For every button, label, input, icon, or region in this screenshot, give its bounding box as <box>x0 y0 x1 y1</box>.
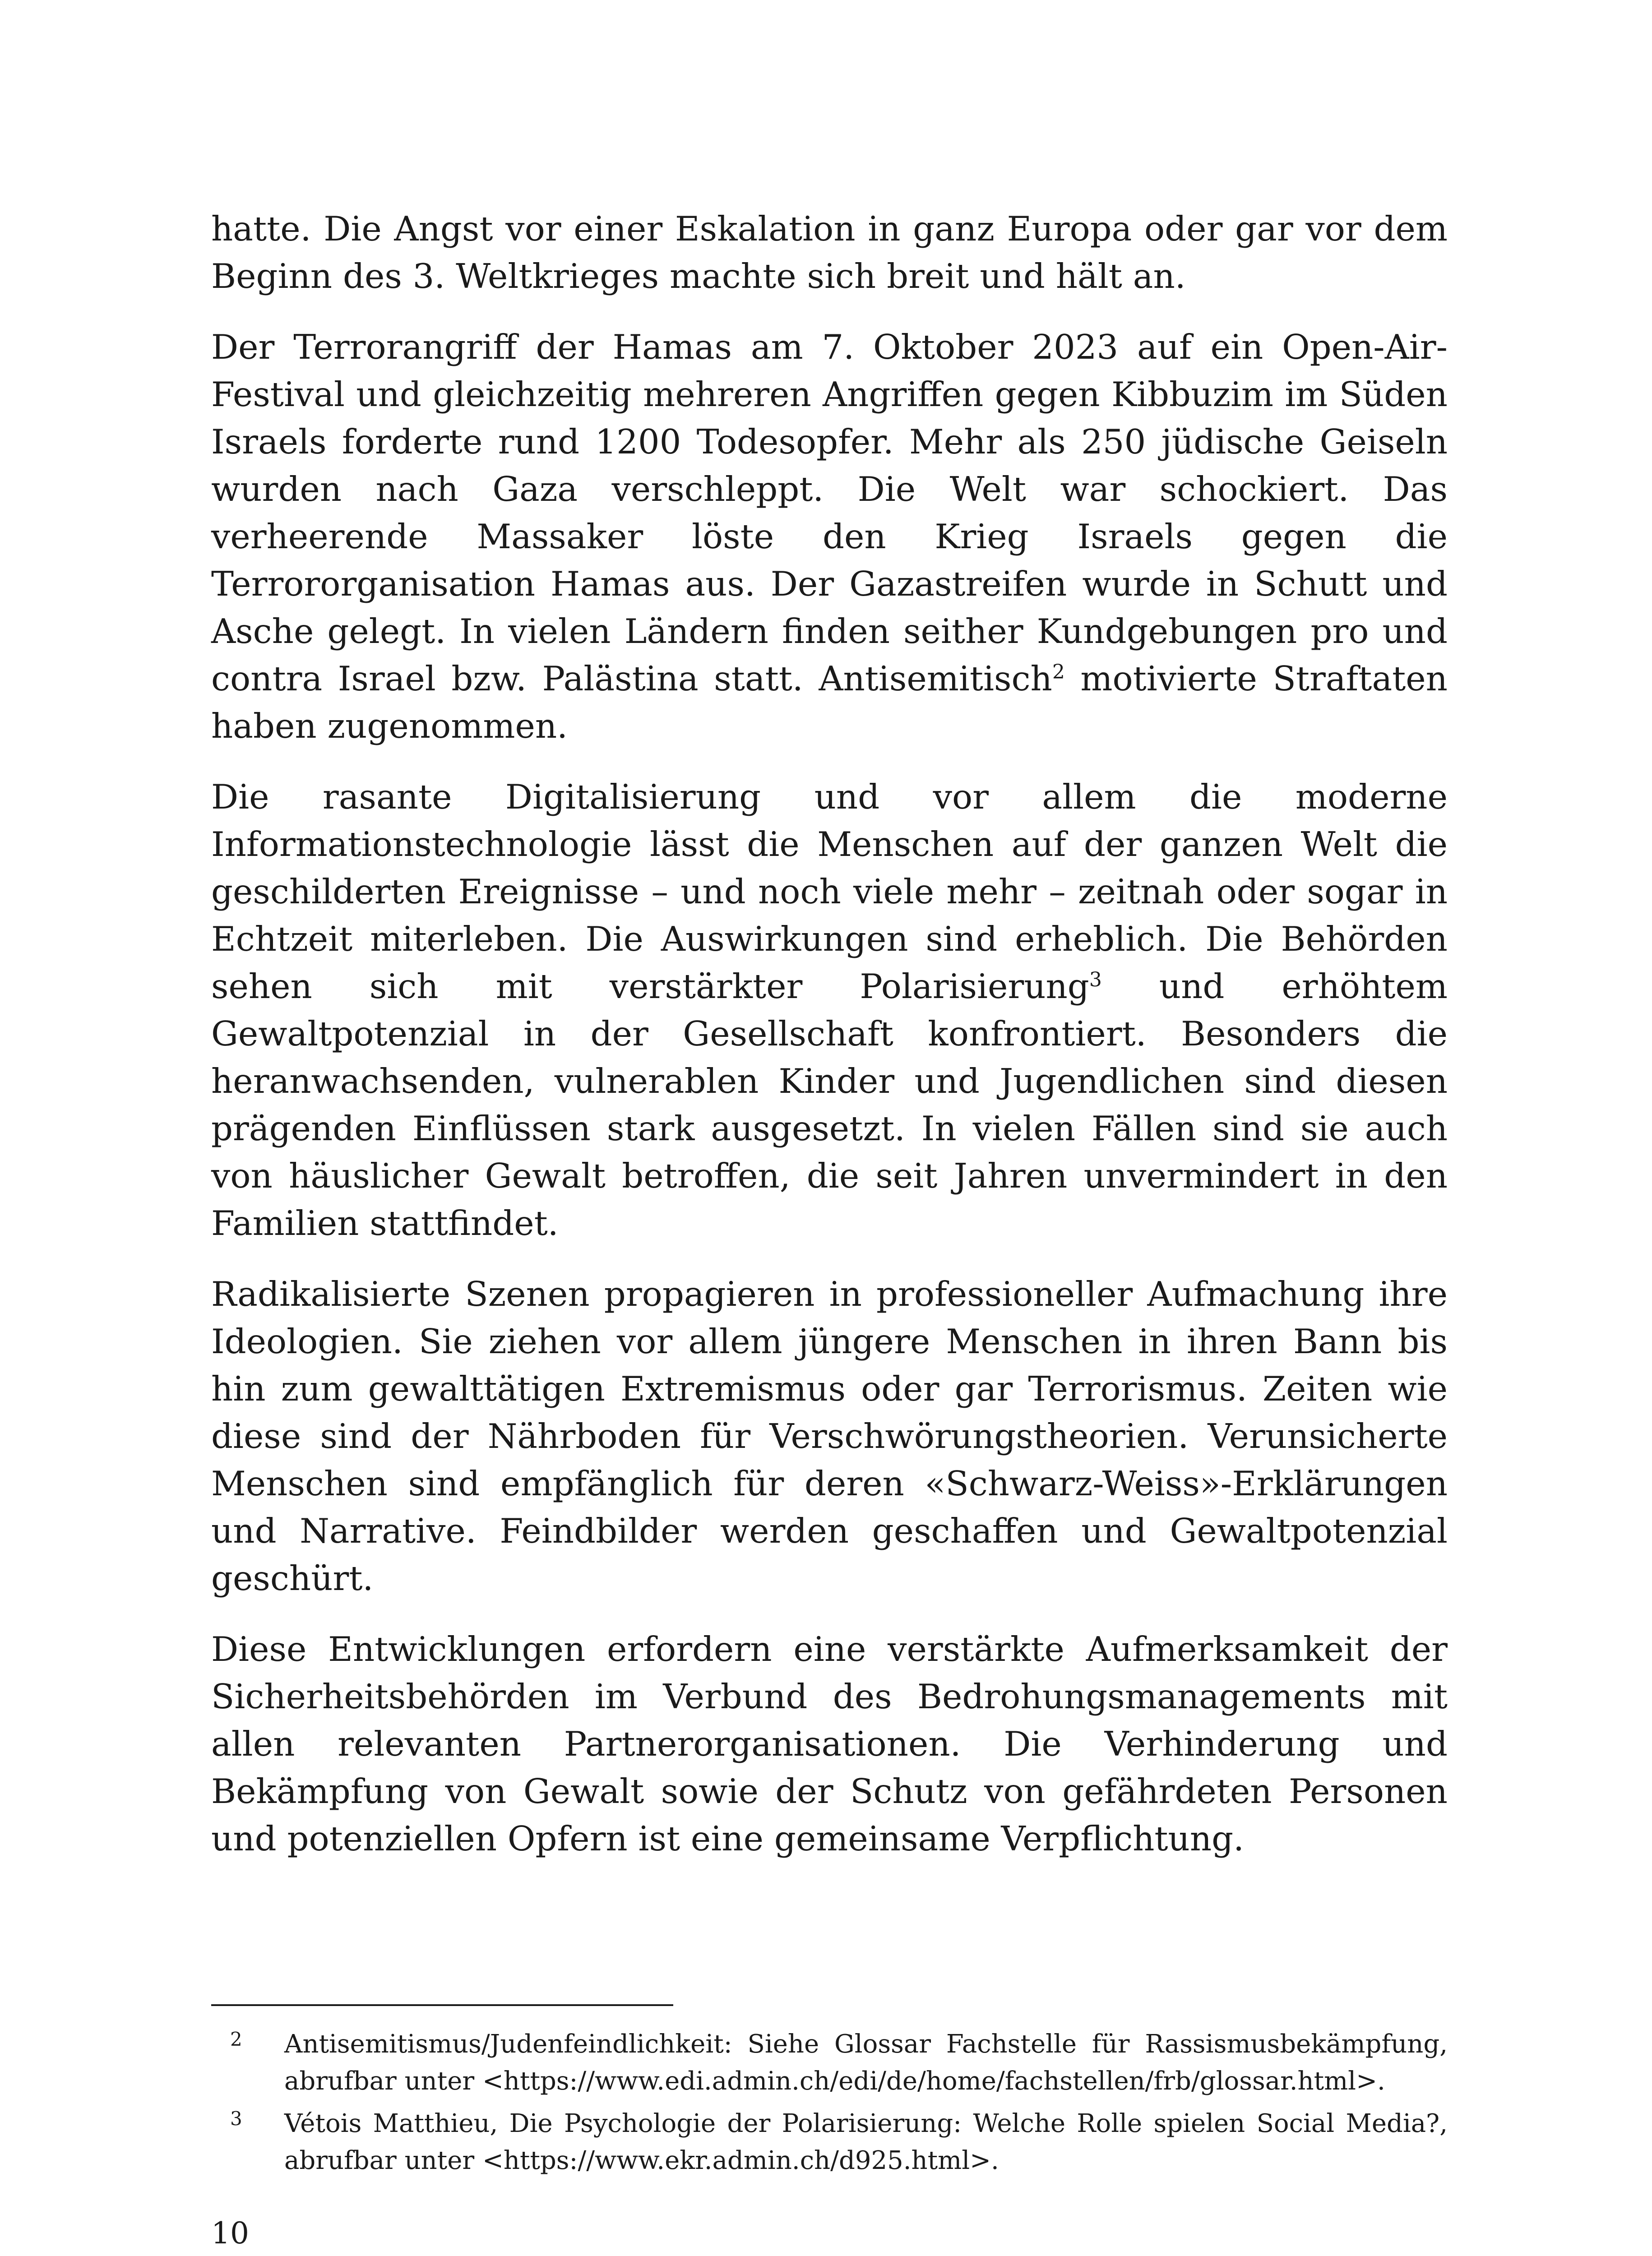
paragraph-5 <box>211 1626 1448 1863</box>
paragraph-text: hatte. Die Angst vor einer Eskalation in ganz Europa oder gar vor dem Beginn des 3. Weltkrieges machte sich breit und hält an. <box>211 209 1448 296</box>
paragraph-text: Die rasante Digitalisierung und vor allem die moderne Informationstechnologie lässt die Menschen auf der ganzen Welt die geschilderten Ereignisse – und noch viele mehr – zeitnah oder sogar in Echtzeit miterleben. Die Auswirkungen sind erheblich. Die Behörden sehen sich mit verstärkter Polarisierung <box>211 777 1448 1006</box>
footnote-3 <box>211 2105 1448 2179</box>
footnote-ref-3[interactable]: 3 <box>1089 968 1102 991</box>
paragraph-text: Der Terrorangriff der Hamas am 7. Oktober 2023 auf ein Open-Air-Festival und gleichzeitig mehreren Angriffen gegen Kibbuzim im Süden Israels forderte rund 1200 Todesopfer. Mehr als 250 jüdische Geiseln wurden nach Gaza verschleppt. Die Welt war schockiert. Das verheerende Massaker löste den Krieg Israels gegen die Terrororganisation Hamas aus. Der Gazastreifen wurde in Schutt und Asche gelegt. In vielen Ländern finden seither Kundgebungen pro und contra Israel bzw. Palästina statt. Antisemitisch <box>211 327 1448 698</box>
paragraph-text: und erhöhtem Gewaltpotenzial in der Gesellschaft konfrontiert. Besonders die heranwachsenden, vulnerablen Kinder und Jugendlichen sind diesen prägenden Einflüssen stark ausgesetzt. In vielen Fällen sind sie auch von häuslicher Gewalt betroffen, die seit Jahren unvermindert in den Familien stattfindet. <box>211 966 1448 1243</box>
paragraph-2 <box>211 324 1448 750</box>
paragraph-text: motivierte Straftaten haben zugenommen. <box>211 659 1448 746</box>
footnote-text: Antisemitismus/Judenfeindlichkeit: Siehe Glossar Fachstelle für Rassismusbekämpfung, abrufbar unter <https://www.edi.admin.ch/edi/de/home/fachstellen/frb/glossar.html>. <box>284 2029 1448 2096</box>
paragraph-text: Diese Entwicklungen erfordern eine verstärkte Aufmerksamkeit der Sicherheitsbehörden im Verbund des Bedrohungsmanagements mit allen relevanten Partnerorganisationen. Die Verhinderung und Bekämpfung von Gewalt sowie der Schutz von gefährdeten Personen und potenziellen Opfern ist eine gemeinsame Verpflichtung. <box>211 1629 1448 1858</box>
paragraph-4 <box>211 1271 1448 1602</box>
footnote-text: Vétois Matthieu, Die Psychologie der Polarisierung: Welche Rolle spielen Social Media?, abrufbar unter <https://www.ekr.admin.ch/d925.html>. <box>284 2109 1448 2175</box>
footnote-ref-2[interactable]: 2 <box>1052 661 1065 684</box>
footnote-number: 2 <box>230 2028 242 2050</box>
footnote-2 <box>211 2026 1448 2100</box>
footnotes <box>211 2026 1448 2185</box>
footnote-number: 3 <box>230 2108 242 2130</box>
main-text <box>211 205 1448 1886</box>
paragraph-3 <box>211 773 1448 1247</box>
page-number: 10 <box>211 2216 249 2251</box>
paragraph-text: Radikalisierte Szenen propagieren in professioneller Aufmachung ihre Ideologien. Sie ziehen vor allem jüngere Menschen in ihren Bann bis hin zum gewalttätigen Extremismus oder gar Terrorismus. Zeiten wie diese sind der Nährboden für Verschwörungstheorien. Verunsicherte Menschen sind empfänglich für deren «Schwarz-Weiss»-Erklärungen und Narrative. Feindbilder werden geschaffen und Gewaltpotenzial geschürt. <box>211 1274 1448 1598</box>
paragraph-1 <box>211 205 1448 300</box>
footnote-divider <box>211 2004 673 2006</box>
